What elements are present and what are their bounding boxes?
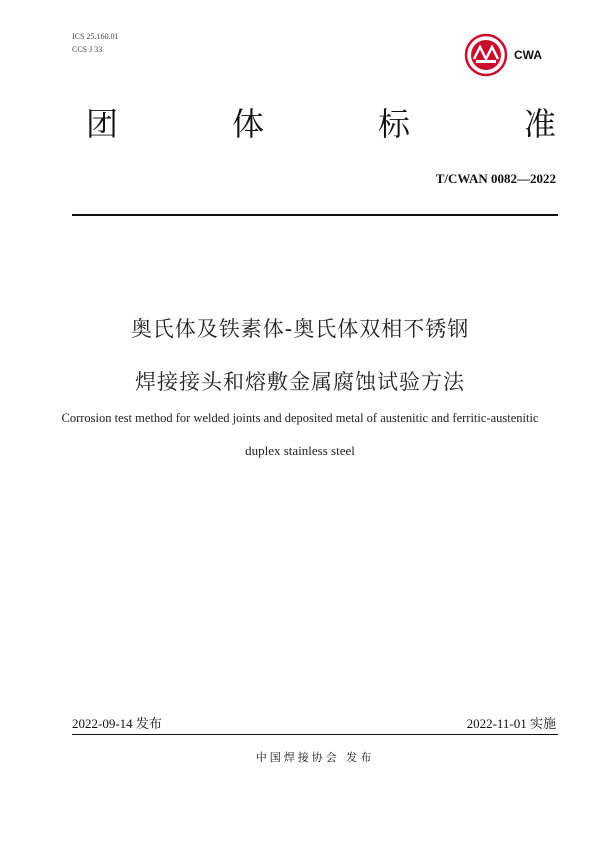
doc-type-char: 团 bbox=[86, 105, 119, 143]
title-chinese-line-2: 焊接接头和熔敷金属腐蚀试验方法 bbox=[135, 370, 465, 394]
title-english-line-1: Corrosion test method for welded joints and deposited metal of austenitic and ferritic-austenitic bbox=[61, 411, 539, 425]
cwa-logo-icon bbox=[464, 33, 508, 77]
doc-type-char: 准 bbox=[523, 105, 556, 143]
header-divider bbox=[72, 214, 558, 216]
document-type bbox=[86, 102, 556, 146]
footer-divider bbox=[72, 734, 558, 735]
title-english-line-2: duplex stainless steel bbox=[245, 443, 355, 458]
logo-text: CWA bbox=[514, 48, 542, 62]
publish-date: 2022-09-14 发布 bbox=[72, 716, 162, 731]
ccs-code: CCS J 33 bbox=[72, 45, 103, 54]
title-chinese-line-1: 奥氏体及铁素体-奥氏体双相不锈钢 bbox=[130, 317, 470, 341]
classification-codes bbox=[72, 30, 118, 56]
cwa-logo bbox=[464, 33, 542, 77]
doc-type-char: 标 bbox=[377, 105, 410, 143]
ics-code: ICS 25.160.01 bbox=[72, 32, 119, 41]
document-code: T/CWAN 0082—2022 bbox=[435, 171, 556, 186]
doc-type-char: 体 bbox=[231, 105, 264, 143]
implementation-date: 2022-11-01 实施 bbox=[466, 716, 556, 731]
issuing-organization: 中国焊接协会 发布 bbox=[255, 751, 375, 764]
